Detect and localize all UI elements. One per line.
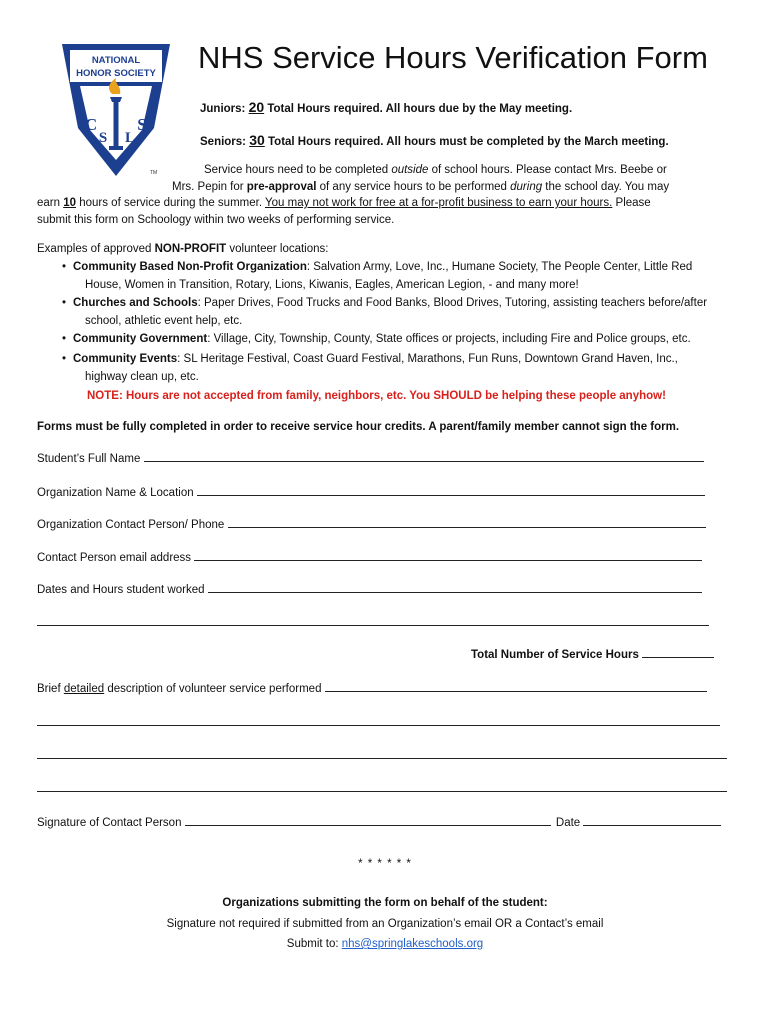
examples-intro: Examples of approved NON-PROFIT volunteer locations: (37, 243, 329, 255)
org-name-label: Organization Name & Location (37, 487, 194, 499)
description-label: Brief detailed description of volunteer service performed (37, 683, 322, 695)
submit-label: Submit to: (286, 938, 342, 950)
dates-hours-line[interactable] (208, 580, 702, 593)
dates-hours-field[interactable] (37, 580, 702, 596)
description-line[interactable] (325, 679, 707, 692)
page-title: NHS Service Hours Verification Form (198, 40, 708, 75)
note-warning: NOTE: Hours are not accepted from family, neighbors, etc. You SHOULD be helping these people anyhow! (87, 390, 666, 402)
example-item-churches: • Churches and Schools: Paper Drives, Food Trucks and Food Banks, Blood Drives, Tutoring, assisting teachers before/after school, athletic event help, etc. (73, 294, 707, 330)
logo-text-national: NATIONAL (91, 55, 141, 66)
logo-letter-s: S (98, 130, 108, 146)
student-name-line[interactable] (144, 449, 704, 462)
contact-email-line[interactable] (194, 548, 702, 561)
contact-email-field[interactable] (37, 548, 702, 564)
nhs-logo (60, 42, 172, 180)
dates-hours-line-2[interactable] (37, 625, 709, 626)
footer-submit (0, 938, 770, 950)
logo-letter-s2: S (137, 115, 147, 134)
signature-label: Signature of Contact Person (37, 817, 182, 829)
juniors-label: Juniors: (200, 103, 246, 115)
intro-line-3: earn 10 hours of service during the summer. You may not work for free at a for-profit business to earn your hours. Please (37, 197, 651, 209)
logo-letter-c: C (84, 115, 98, 134)
contact-person-line[interactable] (228, 515, 706, 528)
juniors-requirement (200, 99, 572, 115)
total-hours-line[interactable] (642, 645, 714, 658)
org-name-line[interactable] (197, 483, 705, 496)
total-hours-label: Total Number of Service Hours (471, 649, 639, 661)
footer-heading: Organizations submitting the form on behalf of the student: (222, 897, 548, 909)
student-name-label: Student’s Full Name (37, 453, 141, 465)
contact-person-field[interactable] (37, 515, 706, 531)
logo-letter-l: L (124, 130, 136, 146)
example-item-events: • Community Events: SL Heritage Festival, Coast Guard Festival, Marathons, Fun Runs, Downtown Grand Haven, Inc., highway clean up, etc. (73, 350, 678, 386)
juniors-hours: 20 (248, 99, 265, 115)
example-item-community: • Community Based Non-Profit Organization: Salvation Army, Love, Inc., Humane Society, The People Center, Little Red House, Women in Transition, Rotary, Lions, Kiwanis, Eagles, American Legion, - and many more! (73, 258, 692, 294)
footer-line: Signature not required if submitted from an Organization’s email OR a Contact’s email (166, 918, 604, 930)
total-hours-field[interactable] (471, 645, 714, 661)
date-line[interactable] (583, 813, 721, 826)
bullet-icon: • (62, 297, 67, 309)
intro-line-2: Mrs. Pepin for pre-approval of any service hours to be performed during the school day. You may (172, 181, 670, 193)
seniors-label: Seniors: (200, 136, 247, 148)
contact-person-label: Organization Contact Person/ Phone (37, 519, 225, 531)
intro-line-1: Service hours need to be completed outside of school hours. Please contact Mrs. Beebe or (204, 164, 667, 176)
bullet-icon: • (62, 353, 67, 365)
contact-email-label: Contact Person email address (37, 552, 192, 564)
logo-text-honor-society: HONOR SOCIETY (76, 68, 156, 79)
date-label: Date (555, 817, 581, 829)
description-line-2[interactable] (37, 725, 720, 726)
student-name-field[interactable] (37, 449, 704, 465)
description-field[interactable] (37, 679, 707, 695)
signature-line[interactable] (185, 813, 551, 826)
example-item-government: • Community Government: Village, City, Township, County, State offices or projects, including Fire and Police groups, etc. (73, 330, 691, 348)
seniors-text: Total Hours required. All hours must be completed by the March meeting. (268, 136, 669, 148)
separator: * * * * * * (358, 858, 412, 870)
logo-trademark: TM (150, 170, 158, 176)
description-line-3[interactable] (37, 758, 727, 759)
seniors-requirement (200, 132, 669, 148)
forms-notice: Forms must be fully completed in order to receive service hour credits. A parent/family member cannot sign the form. (37, 421, 680, 433)
intro-line-4: submit this form on Schoology within two weeks of performing service. (37, 214, 395, 226)
juniors-text: Total Hours required. All hours due by the May meeting. (267, 103, 573, 115)
org-name-field[interactable] (37, 483, 705, 499)
seniors-hours: 30 (249, 132, 265, 148)
signature-field[interactable] (37, 813, 721, 829)
bullet-icon: • (62, 261, 67, 273)
dates-hours-label: Dates and Hours student worked (37, 584, 205, 596)
submit-email-link[interactable]: nhs@springlakeschools.org (341, 938, 484, 950)
description-line-4[interactable] (37, 791, 727, 792)
bullet-icon: • (62, 333, 67, 345)
